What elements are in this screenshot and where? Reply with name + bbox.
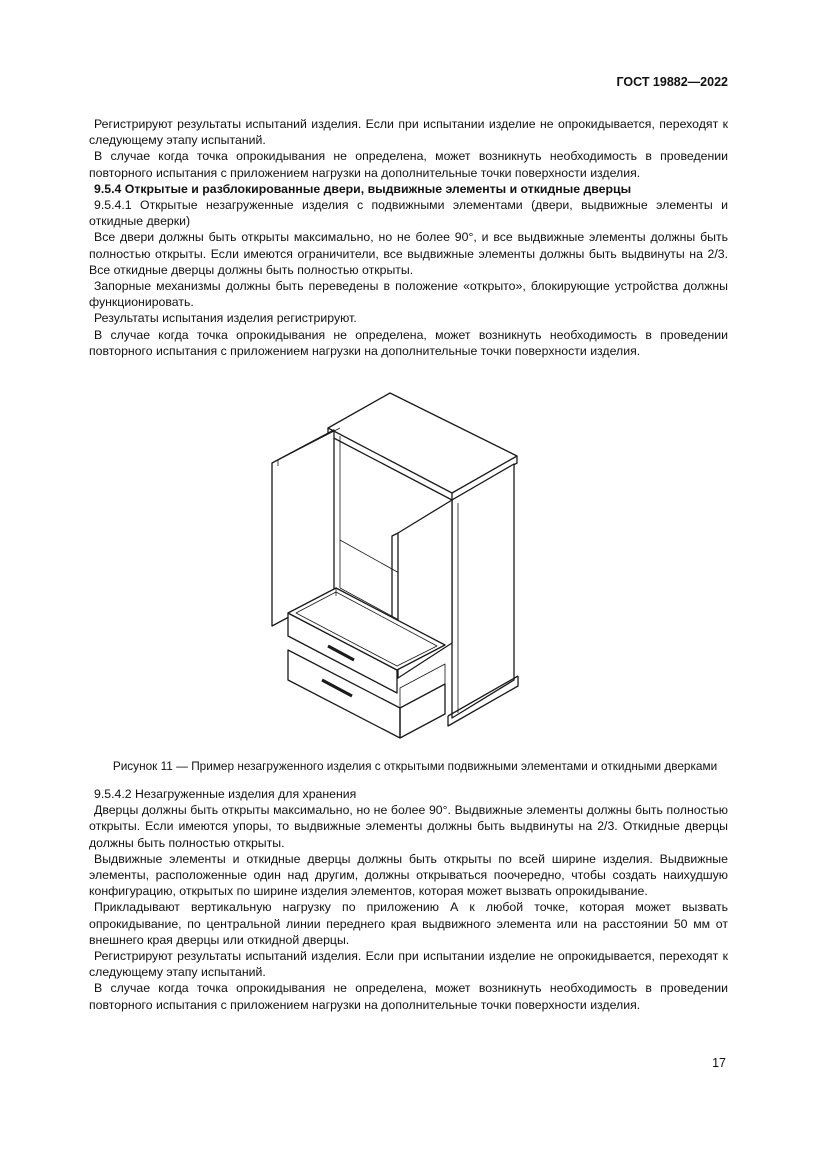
paragraph: Выдвижные элементы и откидные дверцы должны быть открыты по всей ширине изделия. Выдвижные элементы, расположенные один над другим, должны открываться поочередно, чтобы создать наихудшую конфигурацию, открытых по ширине изделия элементов, которая может вызвать опрокидывание.: [89, 851, 728, 899]
subsection-heading: 9.5.4.2 Незагруженные изделия для хранения: [94, 787, 357, 801]
text-block-bottom: [89, 786, 728, 1013]
paragraph: Все двери должны быть открыты максимально, но не более 90°, и все выдвижные элементы должны быть полностью открыты. Если имеются ограничители, все выдвижные элементы должны быть выдвинуты на 2/3. Все откидные дверцы должны быть полностью открыты.: [89, 230, 728, 277]
cabinet-drawing: [262, 388, 524, 750]
text-block-top: [89, 116, 728, 359]
paragraph: Запорные механизмы должны быть переведены в положение «открыто», блокирующие устройства должны функционировать.: [89, 279, 728, 310]
paragraph: Регистрируют результаты испытаний изделия. Если при испытании изделие не опрокидывается, переходят к следующему этапу испытаний.: [89, 949, 728, 980]
paragraph: В случае когда точка опрокидывания не определена, может возникнуть необходимость в проведении повторного испытания с приложением нагрузки на дополнительные точки поверхности изделия.: [89, 327, 728, 358]
paragraph: Дверцы должны быть открыты максимально, но не более 90°. Выдвижные элементы должны быть полностью открыты. Если имеются упоры, то выдвижные элементы должны быть выдвинуты на 2/3. Откидные дверцы должны быть полностью открыты.: [89, 803, 728, 850]
section-heading: 9.5.4 Открытые и разблокированные двери, выдвижные элементы и откидные дверцы: [94, 181, 632, 196]
paragraph: Регистрируют результаты испытаний изделия. Если при испытании изделие не опрокидывается, переходят к следующему этапу испытаний.: [89, 117, 728, 148]
document-header: ГОСТ 19882—2022: [616, 75, 728, 89]
paragraph: Результаты испытания изделия регистрируют.: [94, 311, 357, 326]
figure-caption: Рисунок 11 — Пример незагруженного изделия с открытыми подвижными элементами и откидными дверками: [112, 759, 718, 773]
page-number: 17: [712, 1056, 726, 1070]
paragraph: В случае когда точка опрокидывания не определена, может возникнуть необходимость в проведении повторного испытания с приложением нагрузки на дополнительные точки поверхности изделия.: [89, 149, 728, 180]
figure-cabinet-illustration: [262, 388, 524, 750]
paragraph: Прикладывают вертикальную нагрузку по приложению А к любой точке, которая может вызвать опрокидывание, по центральной линии переднего края выдвижного элемента или на расстоянии 50 мм от внешнего края дверцы или откидной дверцы.: [89, 900, 728, 947]
paragraph: В случае когда точка опрокидывания не определена, может возникнуть необходимость в проведении повторного испытания с приложением нагрузки на дополнительные точки поверхности изделия.: [89, 981, 728, 1012]
subsection-heading: 9.5.4.1 Открытые незагруженные изделия с подвижными элементами (двери, выдвижные элементы и откидные дверки): [89, 198, 728, 229]
